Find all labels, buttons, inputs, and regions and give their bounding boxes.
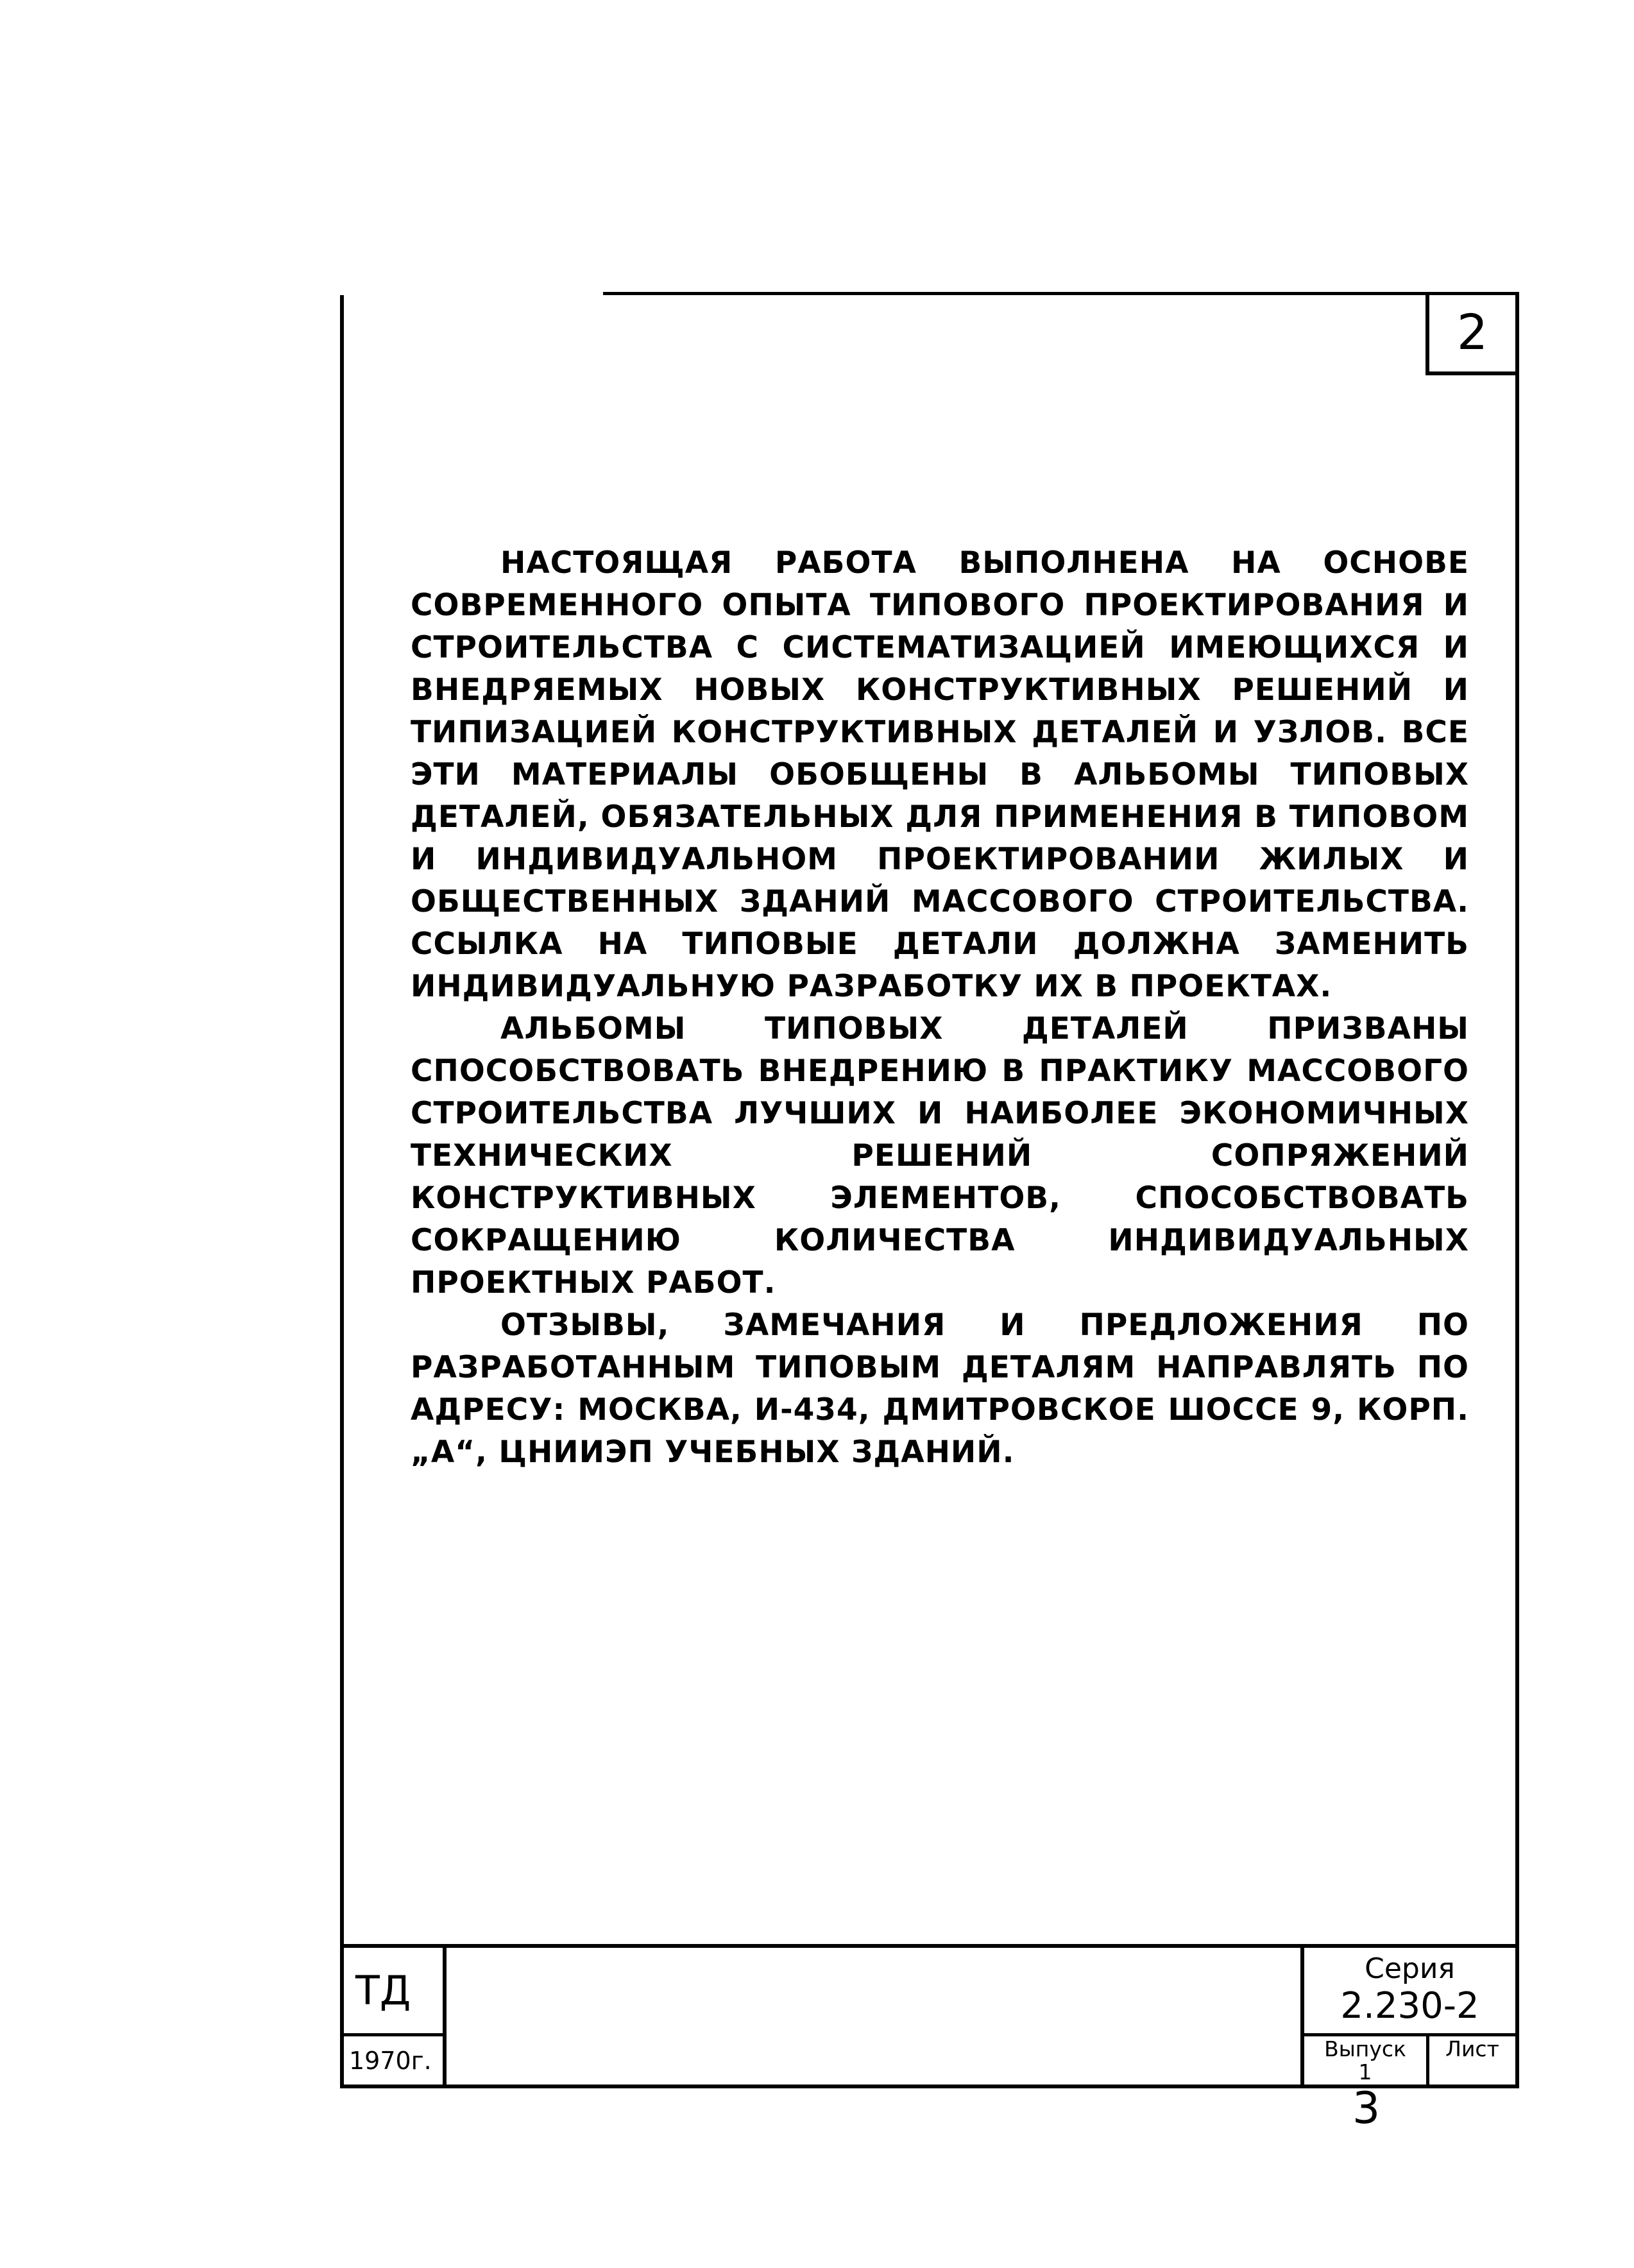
issue-label: Выпуск (1324, 2036, 1406, 2061)
frame-right-border (1515, 292, 1519, 2085)
issue-sheet-row (1304, 2036, 1515, 2085)
sheet-label: Лист (1445, 2036, 1499, 2061)
series-cell (1304, 1948, 1515, 2036)
title-block (340, 1944, 1519, 2088)
issue-cell (1304, 2036, 1429, 2085)
sheet-number-box (1425, 292, 1515, 375)
document-year: 1970г. (349, 2046, 432, 2075)
series-number: 2.230-2 (1340, 1985, 1479, 2027)
paragraph-1: НАСТОЯЩАЯ РАБОТА ВЫПОЛНЕНА НА ОСНОВЕ СОВРЕМЕННОГО ОПЫТА ТИПОВОГО ПРОЕКТИРОВАНИЯ И СТРОИТЕЛЬСТВА С СИСТЕМАТИЗАЦИЕЙ ИМЕЮЩИХСЯ И ВНЕДРЯЕМЫХ НОВЫХ КОНСТРУКТИВНЫХ РЕШЕНИЙ И ТИПИЗАЦИЕЙ КОНСТРУКТИВНЫХ ДЕТАЛЕЙ И УЗЛОВ. ВСЕ ЭТИ МАТЕРИАЛЫ ОБОБЩЕНЫ В АЛЬБОМЫ ТИПОВЫХ ДЕТАЛЕЙ, ОБЯЗАТЕЛЬНЫХ ДЛЯ ПРИМЕНЕНИЯ В ТИПОВОМ И ИНДИВИДУАЛЬНОМ ПРОЕКТИРОВАНИИ ЖИЛЫХ И ОБЩЕСТВЕННЫХ ЗДАНИЙ МАССОВОГО СТРОИТЕЛЬСТВА. ССЫЛКА НА ТИПОВЫЕ ДЕТАЛИ ДОЛЖНА ЗАМЕНИТЬ ИНДИВИДУАЛЬНУЮ РАЗРАБОТКУ ИХ В ПРОЕКТАХ. (411, 545, 1469, 1004)
frame-left-border (340, 295, 344, 2085)
page-number: 3 (1352, 2083, 1381, 2134)
title-block-right-column (1300, 1948, 1515, 2085)
paragraph-3: ОТЗЫВЫ, ЗАМЕЧАНИЯ И ПРЕДЛОЖЕНИЯ ПО РАЗРАБОТАННЫМ ТИПОВЫМ ДЕТАЛЯМ НАПРАВЛЯТЬ ПО АДРЕСУ: МОСКВА, И-434, ДМИТРОВСКОЕ ШОССЕ 9, КОРП. „А“, ЦНИИЭП УЧЕБНЫХ ЗДАНИЙ. (411, 1308, 1469, 1470)
title-block-left-column (344, 1948, 447, 2085)
sheet-cell (1429, 2036, 1515, 2085)
sheet-number: 2 (1456, 303, 1488, 361)
frame-top-border (603, 292, 1519, 295)
document-code: ТД (344, 1948, 443, 2036)
body-text (411, 542, 1469, 1474)
series-label: Серия (1365, 1952, 1455, 1985)
paragraph-2: АЛЬБОМЫ ТИПОВЫХ ДЕТАЛЕЙ ПРИЗВАНЫ СПОСОБСТВОВАТЬ ВНЕДРЕНИЮ В ПРАКТИКУ МАССОВОГО СТРОИТЕЛЬСТВА ЛУЧШИХ И НАИБОЛЕЕ ЭКОНОМИЧНЫХ ТЕХНИЧЕСКИХ РЕШЕНИЙ СОПРЯЖЕНИЙ КОНСТРУКТИВНЫХ ЭЛЕМЕНТОВ, СПОСОБСТВОВАТЬ СОКРАЩЕНИЮ КОЛИЧЕСТВА ИНДИВИДУАЛЬНЫХ ПРОЕКТНЫХ РАБОТ. (411, 1011, 1469, 1300)
issue-value: 1 (1358, 2059, 1372, 2085)
